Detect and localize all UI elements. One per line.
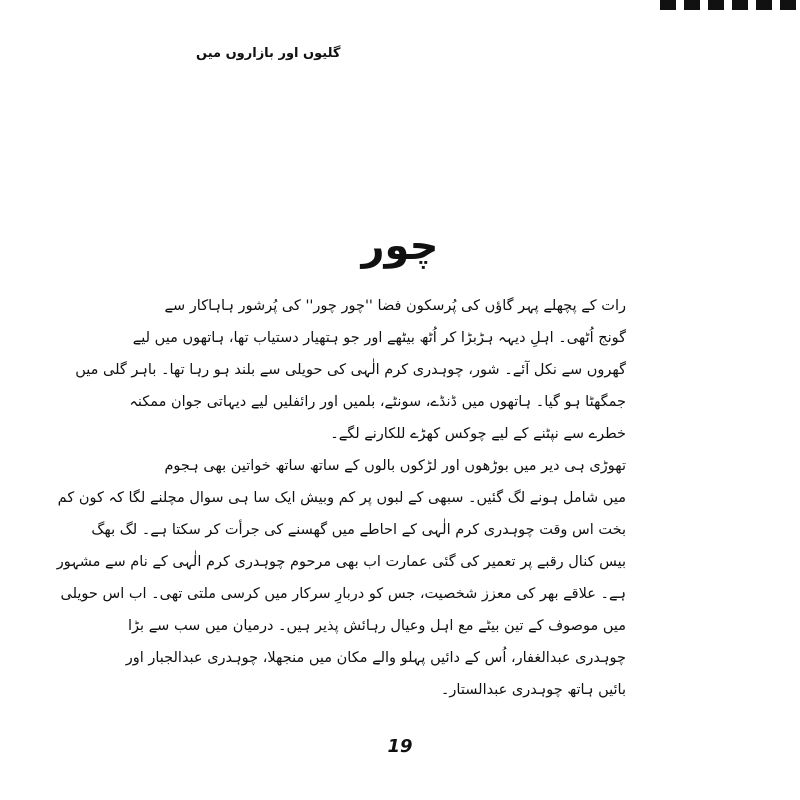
text-line: چوہدری عبدالغفار، اُس کے دائیں پہلو والے مکان میں منجھلا، چوہدری عبدالجبار اور [125,650,626,666]
text-line: ہے۔ علاقے بھر کی معزز شخصیت، جس کو دربارِ سرکار میں کرسی ملتی تھی۔ اب اس حویلی [60,586,626,602]
text-line: بائیں ہاتھ چوہدری عبدالستار۔ [440,682,626,698]
text-line: تھوڑی ہی دیر میں بوڑھوں اور لڑکوں بالوں کے ساتھ ساتھ خواتین بھی ہجوم [164,458,626,474]
page-edge-mark [660,0,800,10]
text-line: بخت اس وقت چوہدری کرم الٰہی کے احاطے میں گھسنے کی جرأت کر سکتا ہے۔ لگ بھگ [91,522,626,538]
text-line: بیس کنال رقبے پر تعمیر کی گئی عمارت اب بھی مرحوم چوہدری کرم الٰہی کے نام سے مشہور [56,554,626,570]
running-header: گلیوں اور بازاروں میں [196,46,341,61]
text-line: گونج اُٹھی۔ اہلِ دیہہ ہڑبڑا کر اُٹھ بیٹھے اور جو ہتھیار دستیاب تھا، ہاتھوں میں لیے [132,330,626,346]
text-line: خطرے سے نپٹنے کے لیے چوکس کھڑے للکارنے لگے۔ [330,426,626,442]
body-text [56,290,626,706]
page-number: 19 [387,736,413,757]
chapter-title: چور [361,223,439,269]
text-line: جمگھٹا ہو گیا۔ ہاتھوں میں ڈنڈے، سونٹے، بلمیں اور رائفلیں لیے دیہاتی جوان ممکنہ [129,394,626,410]
text-line: رات کے پچھلے پہر گاؤں کی پُرسکون فضا ''چور چور'' کی پُرشور ہاہاکار سے [164,298,626,314]
text-line: میں موصوف کے تین بیٹے مع اہل وعیال رہائش پذیر ہیں۔ درمیان میں سب سے بڑا [128,618,626,634]
text-line: میں شامل ہونے لگ گئیں۔ سبھی کے لبوں پر کم وبیش ایک سا ہی سوال مچلنے لگا کہ کون کم [57,490,626,506]
text-line: گھروں سے نکل آئے۔ شور، چوہدری کرم الٰہی کی حویلی سے بلند ہو رہا تھا۔ باہر گلی میں [75,362,626,378]
